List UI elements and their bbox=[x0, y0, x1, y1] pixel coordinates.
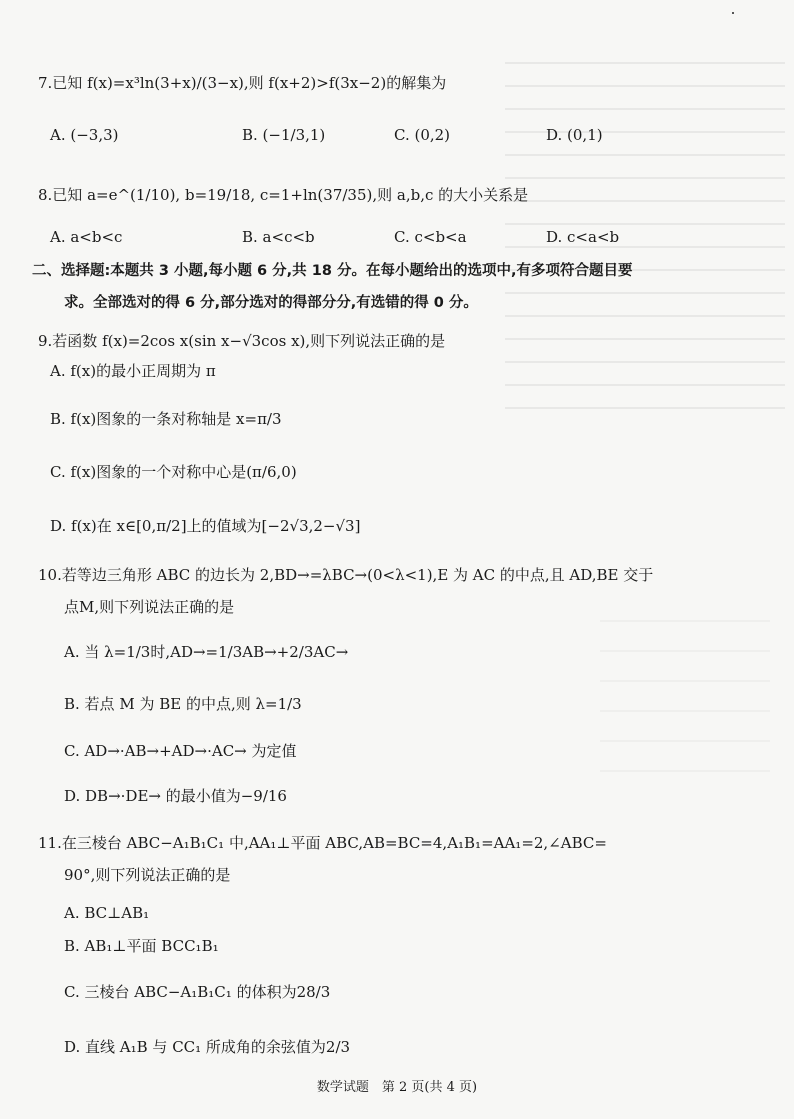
bleed-through-text bbox=[600, 620, 770, 790]
page-footer: 数学试题 第 2 页(共 4 页) bbox=[316, 1080, 478, 1095]
q9-option-d: D. f(x)在 x∈[0,π/2]上的值域为[−2√3,2−√3] bbox=[50, 517, 361, 535]
q11-option-d: D. 直线 A₁B 与 CC₁ 所成角的余弦值为2/3 bbox=[64, 1038, 351, 1056]
section-heading-line2: 求。全部选对的得 6 分,部分选对的得部分分,有选错的得 0 分。 bbox=[64, 295, 478, 311]
q8-stem: 8.已知 a=e^(1/10), b=19/18, c=1+ln(37/35),则 a,b,c 的大小关系是 bbox=[38, 186, 529, 204]
q10-option-a: A. 当 λ=1/3时,AD→=1/3AB→+2/3AC→ bbox=[64, 643, 349, 661]
q7-option-a: A. (−3,3) bbox=[50, 126, 119, 144]
section-heading-line1: 二、选择题:本题共 3 小题,每小题 6 分,共 18 分。在每小题给出的选项中,有多项符合题目要 bbox=[32, 263, 633, 279]
q10-option-c: C. AD→·AB→+AD→·AC→ 为定值 bbox=[64, 742, 297, 760]
q10-stem-line2: 点M,则下列说法正确的是 bbox=[64, 598, 235, 616]
q8-option-b: B. a<c<b bbox=[242, 228, 315, 246]
q7-option-b: B. (−1/3,1) bbox=[242, 126, 326, 144]
q9-option-a: A. f(x)的最小正周期为 π bbox=[50, 362, 216, 380]
q11-stem-line2: 90°,则下列说法正确的是 bbox=[64, 866, 231, 884]
q11-stem-line1: 11.在三棱台 ABC−A₁B₁C₁ 中,AA₁⊥平面 ABC,AB=BC=4,A₁B₁=AA₁=2,∠ABC= bbox=[38, 834, 607, 852]
q7-stem: 7.已知 f(x)=x³ln(3+x)/(3−x),则 f(x+2)>f(3x−2)的解集为 bbox=[38, 74, 447, 92]
q9-stem: 9.若函数 f(x)=2cos x(sin x−√3cos x),则下列说法正确的是 bbox=[38, 332, 446, 350]
q10-stem-line1: 10.若等边三角形 ABC 的边长为 2,BD→=λBC→(0<λ<1),E 为 AC 的中点,且 AD,BE 交于 bbox=[38, 566, 654, 584]
q8-option-c: C. c<b<a bbox=[394, 228, 467, 246]
q11-option-b: B. AB₁⊥平面 BCC₁B₁ bbox=[64, 937, 219, 955]
q11-option-a: A. BC⊥AB₁ bbox=[64, 904, 150, 922]
q8-option-d: D. c<a<b bbox=[546, 228, 620, 246]
q8-option-a: A. a<b<c bbox=[50, 228, 123, 246]
scan-speck bbox=[732, 12, 734, 14]
q11-option-c: C. 三棱台 ABC−A₁B₁C₁ 的体积为28/3 bbox=[64, 983, 331, 1001]
q7-option-d: D. (0,1) bbox=[546, 126, 603, 144]
q9-option-b: B. f(x)图象的一条对称轴是 x=π/3 bbox=[50, 410, 282, 428]
q10-option-d: D. DB→·DE→ 的最小值为−9/16 bbox=[64, 787, 287, 805]
q9-option-c: C. f(x)图象的一个对称中心是(π/6,0) bbox=[50, 463, 297, 481]
q7-option-c: C. (0,2) bbox=[394, 126, 451, 144]
q10-option-b: B. 若点 M 为 BE 的中点,则 λ=1/3 bbox=[64, 695, 302, 713]
